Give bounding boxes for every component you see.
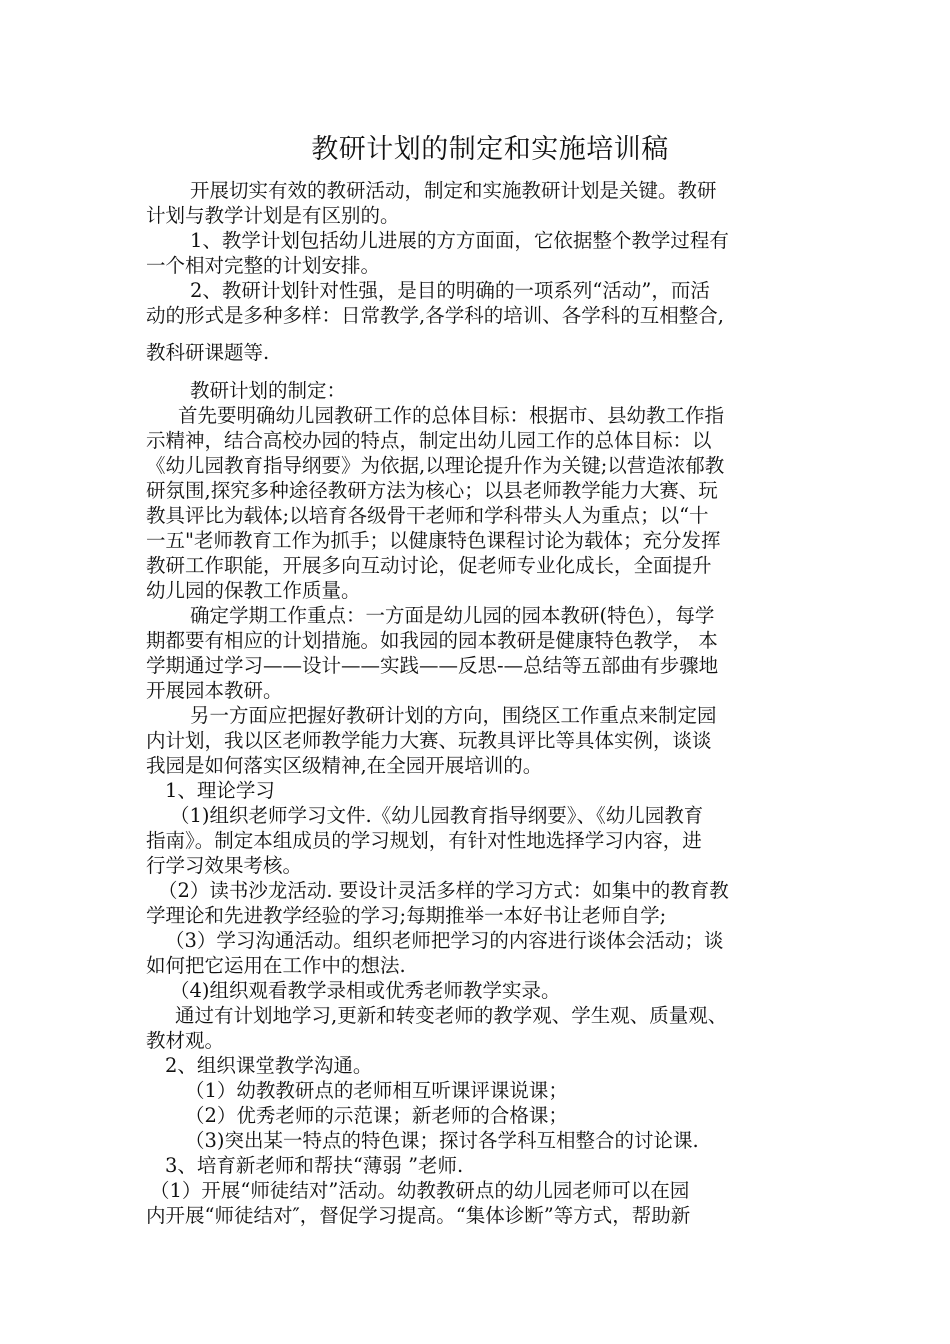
text-line: 我园是如何落实区级精神,在全园开展培训的。 <box>146 754 543 777</box>
text-line: 通过有计划地学习,更新和转变老师的教学观、学生观、质量观、 <box>175 1004 728 1027</box>
text-line: 教科研课题等. <box>146 341 270 364</box>
text-line: （2）优秀老师的示范课；新老师的合格课； <box>185 1104 568 1127</box>
text-line: 学期通过学习——设计——实践——反思-—总结等五部曲有步骤地 <box>146 654 719 677</box>
text-line: 计划与教学计划是有区别的。 <box>146 204 400 227</box>
text-line: 幼儿园的保教工作质量。 <box>146 579 361 602</box>
text-line: 示精神，结合高校办园的特点，制定出幼儿园工作的总体目标：以 <box>146 429 712 452</box>
text-line: （3）学习沟通活动。组织老师把学习的内容进行谈体会活动；谈 <box>165 929 724 952</box>
text-line: 确定学期工作重点：一方面是幼儿园的园本教研(特色），每学 <box>190 604 715 627</box>
text-line: 首先要明确幼儿园教研工作的总体目标：根据市、县幼教工作指 <box>178 404 725 427</box>
text-line: 行学习效果考核。 <box>146 854 303 877</box>
text-line: 如何把它运用在工作中的想法. <box>146 954 406 977</box>
text-line: 一个相对完整的计划安排。 <box>146 254 381 277</box>
text-line: 教材观。 <box>146 1029 225 1052</box>
text-line: 开展园本教研。 <box>146 679 283 702</box>
text-line: （1）开展“师徒结对”活动。幼教教研点的幼儿园老师可以在园 <box>150 1179 690 1202</box>
text-line: 开展切实有效的教研活动，制定和实施教研计划是关键。教研 <box>190 179 717 202</box>
text-line: （1)组织老师学习文件.《幼儿园教育指导纲要》、《幼儿园教育 <box>170 804 704 827</box>
text-line: 另一方面应把握好教研计划的方向，围绕区工作重点来制定园 <box>190 704 717 727</box>
section-heading: 3、培育新老师和帮扶“薄弱 ”老师. <box>165 1154 464 1177</box>
text-line: 指南》。制定本组成员的学习规划，有针对性地选择学习内容，进 <box>146 829 702 852</box>
text-line: 研氛围,探究多种途径教研方法为核心；以县老师教学能力大赛、玩 <box>146 479 718 502</box>
document-title: 教研计划的制定和实施培训稿 <box>311 134 669 165</box>
text-line: 1、教学计划包括幼儿进展的方方面面，它依据整个教学过程有 <box>190 229 729 252</box>
text-line: （4)组织观看教学录相或优秀老师教学实录。 <box>170 979 561 1002</box>
text-line: 一五"老师教育工作为抓手；以健康特色课程讨论为载体；充分发挥 <box>146 529 721 552</box>
text-line: 内计划，我以区老师教学能力大赛、玩教具评比等具体实例，谈谈 <box>146 729 712 752</box>
text-line: （1）幼教教研点的老师相互听课评课说课； <box>185 1079 568 1102</box>
text-line: 期都要有相应的计划措施。如我园的园本教研是健康特色教学， 本 <box>146 629 718 652</box>
section-heading: 1、理论学习 <box>165 779 275 802</box>
section-heading: 2、组织课堂教学沟通。 <box>165 1054 373 1077</box>
text-line: 动的形式是多种多样：日常教学,各学科的培训、各学科的互相整合, <box>146 304 724 327</box>
text-line: 学理论和先进教学经验的学习;每期推举一本好书让老师自学; <box>146 904 667 927</box>
text-line: 内开展“师徒结对″，督促学习提高。“集体诊断”等方式，帮助新 <box>146 1204 691 1227</box>
text-line: （3)突出某一特点的特色课；探讨各学科互相整合的讨论课. <box>185 1129 699 1152</box>
text-line: （2）读书沙龙活动. 要设计灵活多样的学习方式：如集中的教育教 <box>158 879 729 902</box>
text-line: 教具评比为载体;以培育各级骨干老师和学科带头人为重点；以“十 <box>146 504 709 527</box>
text-line: 《幼儿园教育指导纲要》为依据,以理论提升作为关键;以营造浓郁教 <box>146 454 725 477</box>
text-line: 教研计划的制定： <box>190 379 347 402</box>
text-line: 教研工作职能，开展多向互动讨论，促老师专业化成长，全面提升 <box>146 554 712 577</box>
text-line: 2、教研计划针对性强，是目的明确的一项系列“活动”，而活 <box>190 279 710 302</box>
